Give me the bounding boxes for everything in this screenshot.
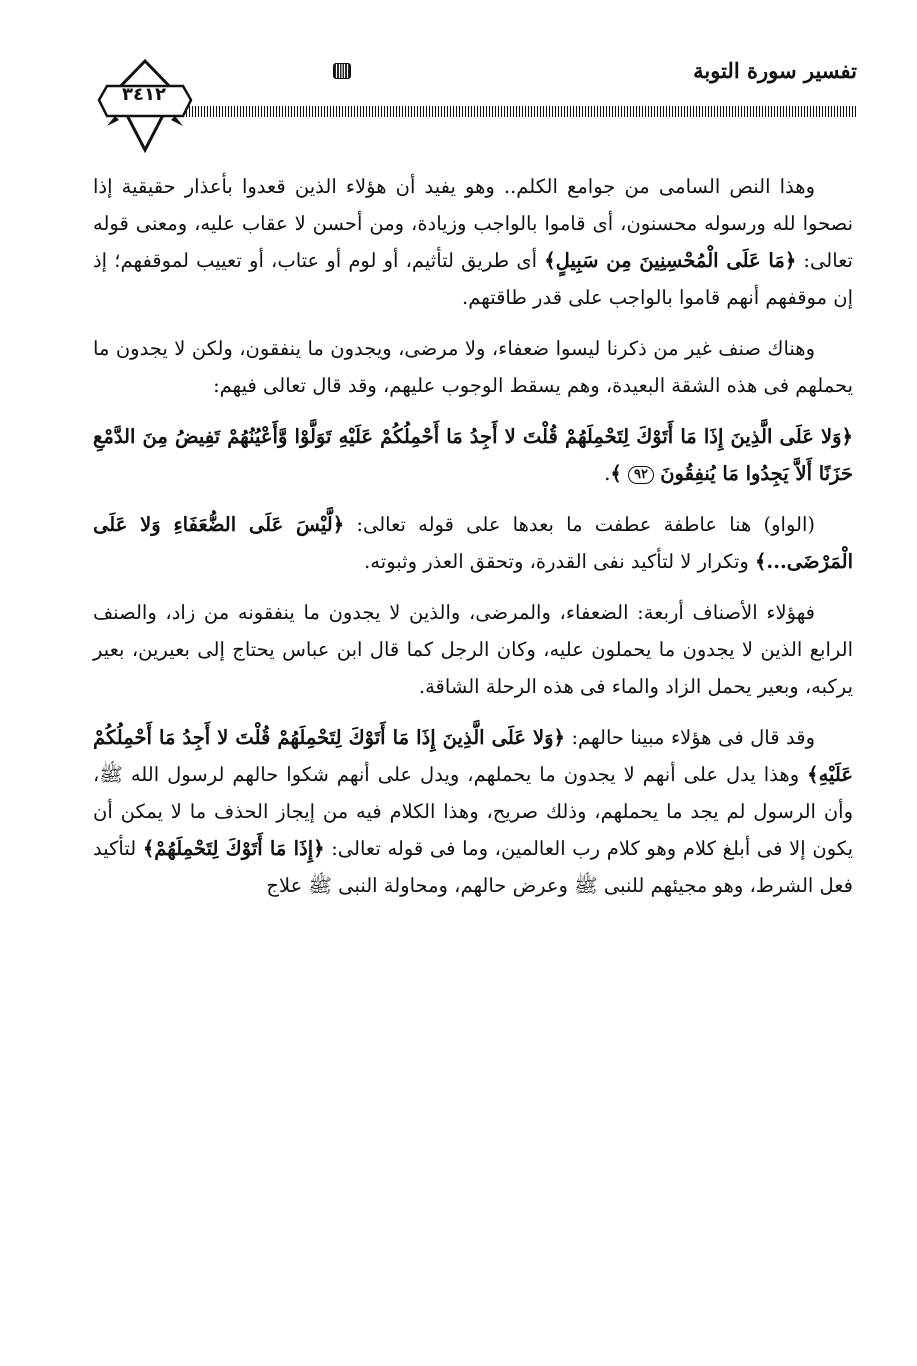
paragraph-2 bbox=[93, 330, 853, 404]
text: وهناك صنف غير من ذكرنا ليسوا ضعفاء، ولا مرضى، ويجدون ما ينفقون، ولكن لا يجدون ما يحملهم فى هذه الشقة البعيدة، وهم يسقط الوجوب عليهم، وقد قال تعالى فيهم: bbox=[93, 337, 853, 397]
text: أى طريق لتأثيم، أو لوم أو عتاب، أو تعييب لموقفهم؛ إذ إن موقفهم أنهم قاموا بالواجب على قدر طاقتهم. bbox=[93, 249, 853, 309]
diamond-page-badge-icon bbox=[95, 58, 195, 154]
text: فهؤلاء الأصناف أربعة: الضعفاء، والمرضى، والذين لا يجدون ما ينفقونه من زاد، والصنف الرابع الذين لا يجدون ما يحملون عليه، وكان الرجل كما قال ابن عباس يحتاج إلى بعيرين، بعير يركبه، وبعير يحمل الزاد والماء فى هذه الرحلة الشاقة. bbox=[93, 601, 853, 698]
text: لتأكيد فعل الشرط، وهو مجيئهم للنبى ﷺ وعرض حالهم، ومحاولة النبى ﷺ علاج bbox=[93, 837, 853, 897]
text: وقد قال فى هؤلاء مبينا حالهم: bbox=[565, 726, 815, 749]
header-rule bbox=[177, 106, 857, 117]
book-ornament-icon bbox=[330, 60, 354, 82]
page-body bbox=[93, 168, 853, 918]
text: وهذا النص السامى من جوامع الكلم.. وهو يفيد أن هؤلاء الذين قعدوا بأعذار حقيقية إذا نصحوا لله ورسوله محسنون، أى قاموا بالواجب وزيادة، ومن أحسن لا عقاب عليه، ومعنى قوله تعالى: bbox=[93, 175, 853, 272]
quran-quote: ﴿لَّيْسَ عَلَى الضُّعَفَاءِ وَلا عَلَى الْمَرْضَى...﴾ bbox=[93, 513, 853, 573]
text: وتكرار لا لتأكيد نفى القدرة، وتحقق العذر وثبوته. bbox=[364, 550, 755, 573]
page-header bbox=[95, 48, 857, 158]
paragraph-1 bbox=[93, 168, 853, 316]
paragraph-4 bbox=[93, 506, 853, 580]
quran-quote: ﴿مَا عَلَى الْمُحْسِنِينَ مِن سَبِيلٍ﴾ bbox=[544, 249, 797, 272]
page-number: ٣٤١٢ bbox=[122, 84, 166, 105]
quran-quote: ﴿إِذَا مَا أَتَوْكَ لِتَحْمِلَهُمْ﴾ bbox=[142, 837, 325, 860]
quran-quote: ﴿وَلا عَلَى الَّذِينَ إِذَا مَا أَتَوْكَ لِتَحْمِلَهُمْ قُلْتَ لا أَجِدُ مَا أَحْمِلُكُمْ عَلَيْهِ﴾ bbox=[93, 726, 853, 786]
paragraph-6 bbox=[93, 719, 853, 904]
quran-quote: ﴿وَلا عَلَى الَّذِينَ إِذَا مَا أَتَوْكَ لِتَحْمِلَهُمْ قُلْتَ لا أَجِدُ مَا أَحْمِلُكُمْ عَلَيْهِ تَوَلَّوْا وَّأَعْيُنُهُمْ تَفِيضُ مِنَ الدَّمْعِ حَزَنًا أَلاَّ يَجِدُوا مَا يُنفِقُونَ bbox=[93, 425, 853, 485]
ayah-number-badge: ٩٢ bbox=[628, 466, 654, 484]
paragraph-5 bbox=[93, 594, 853, 705]
text: . bbox=[604, 462, 611, 485]
text: (الواو) هنا عاطفة عطفت ما بعدها على قوله تعالى: bbox=[344, 513, 815, 536]
quran-verse-block bbox=[93, 418, 853, 492]
text: وهذا يدل على أنهم لا يجدون ما يحملهم، ويدل على أنهم شكوا حالهم لرسول الله ﷺ، وأن الرسول لم يجد ما يحملهم، وذلك صريح، وهذا الكلام فيه من إيجاز الحذف ما لا يمكن أن يكون إلا فى أبلغ كلام وهو كلام رب العالمين، وما فى قوله تعالى: bbox=[93, 763, 853, 860]
quran-quote-close: ﴾ bbox=[610, 462, 622, 485]
running-title: تفسير سورة التوبة bbox=[693, 58, 857, 83]
